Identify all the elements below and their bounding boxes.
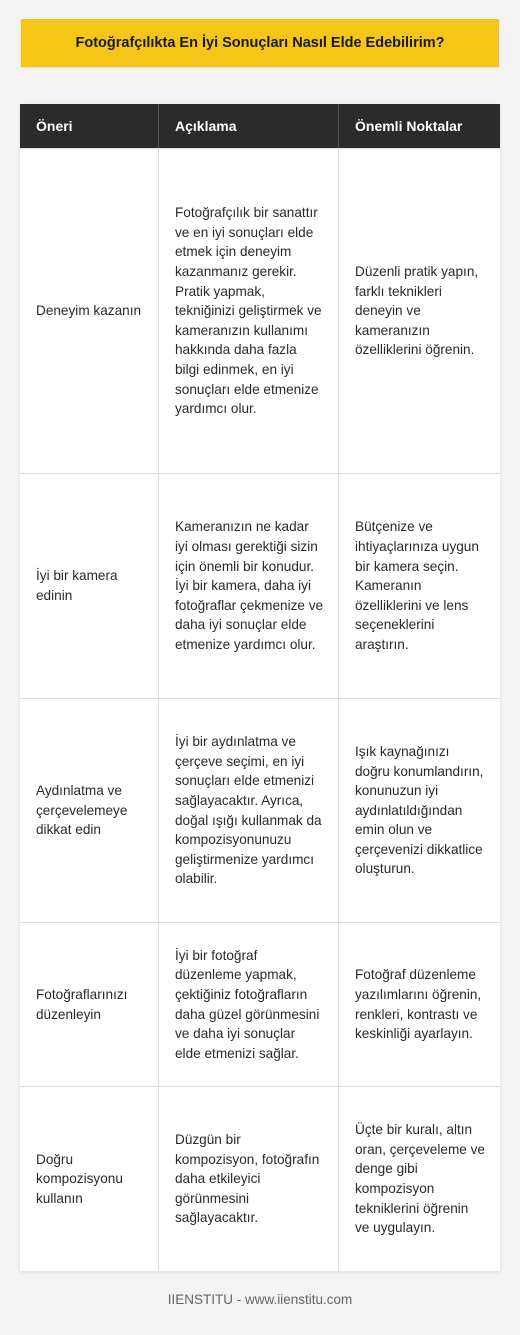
table-row — [20, 473, 500, 698]
footer-credit: IIENSTITU - www.iienstitu.com — [167, 1292, 353, 1307]
column-header-onemli-noktalar: Önemli Noktalar — [355, 118, 463, 134]
page-title: Fotoğrafçılıkta En İyi Sonuçları Nasıl Elde Edebilirim? — [21, 19, 499, 67]
cell-onemli-noktalar: Üçte bir kuralı, altın oran, çerçeveleme ve denge gibi kompozisyon tekniklerini öğrenin ve uygulayın. — [355, 1122, 485, 1236]
cell-oneri: Fotoğraflarınızı düzenleyin — [20, 923, 159, 1086]
cell-onemli-noktalar: Işık kaynağınızı doğru konumlandırın, konunuzun iyi aydınlatıldığından emin olun ve çerçevenizi dikkatlice oluşturun. — [355, 743, 484, 877]
table-row — [20, 922, 500, 1086]
cell-onemli-noktalar: Fotoğraf düzenleme yazılımlarını öğrenin, renkleri, kontrastı ve keskinliği ayarlayın. — [355, 967, 482, 1042]
tips-table — [20, 104, 500, 1271]
cell-onemli-noktalar: Düzenli pratik yapın, farklı teknikleri deneyin ve kameranızın özelliklerini öğrenin. — [355, 264, 479, 358]
cell-aciklama: Fotoğrafçılık bir sanattır ve en iyi sonuçları elde etmek için deneyim kazanmanız gerekir. Pratik yapmak, tekniğinizi geliştirmek ve kameranızın kullanımı hakkında daha fazla bilgi edinmek, en iyi sonuçları elde etmenize yardımcı olur. — [159, 149, 339, 473]
table-row — [20, 148, 500, 473]
cell-oneri: Deneyim kazanın — [20, 149, 159, 473]
cell-onemli-noktalar: Bütçenize ve ihtiyaçlarınıza uygun bir kamera seçin. Kameranın özelliklerini ve lens seçeneklerini araştırın. — [355, 519, 479, 652]
table-row — [20, 698, 500, 922]
cell-aciklama: İyi bir fotoğraf düzenleme yapmak, çektiğiniz fotoğrafların daha güzel görünmesini ve daha iyi sonuçlar elde etmenizi sağlar. — [159, 923, 339, 1086]
cell-oneri: Aydınlatma ve çerçevelemeye dikkat edin — [20, 699, 159, 922]
column-header-aciklama: Açıklama — [159, 104, 339, 148]
cell-oneri: İyi bir kamera edinin — [20, 474, 159, 698]
column-header-oneri: Öneri — [20, 104, 159, 148]
table-row — [20, 1086, 500, 1271]
cell-oneri: Doğru kompozisyonu kullanın — [20, 1087, 159, 1271]
cell-aciklama: Düzgün bir kompozisyon, fotoğrafın daha etkileyici görünmesini sağlayacaktır. — [159, 1087, 339, 1271]
cell-aciklama: İyi bir aydınlatma ve çerçeve seçimi, en iyi sonuçları elde etmenizi sağlayacaktır. Ayrıca, doğal ışığı kullanmak da kompozisyonunuzu geliştirmenize yardımcı olabilir. — [159, 699, 339, 922]
table-header-row — [20, 104, 500, 148]
cell-aciklama: Kameranızın ne kadar iyi olması gerektiği sizin için önemli bir konudur. İyi bir kamera, daha iyi fotoğraflar çekmenize ve daha iyi sonuçlar elde etmenize yardımcı olur. — [159, 474, 339, 698]
